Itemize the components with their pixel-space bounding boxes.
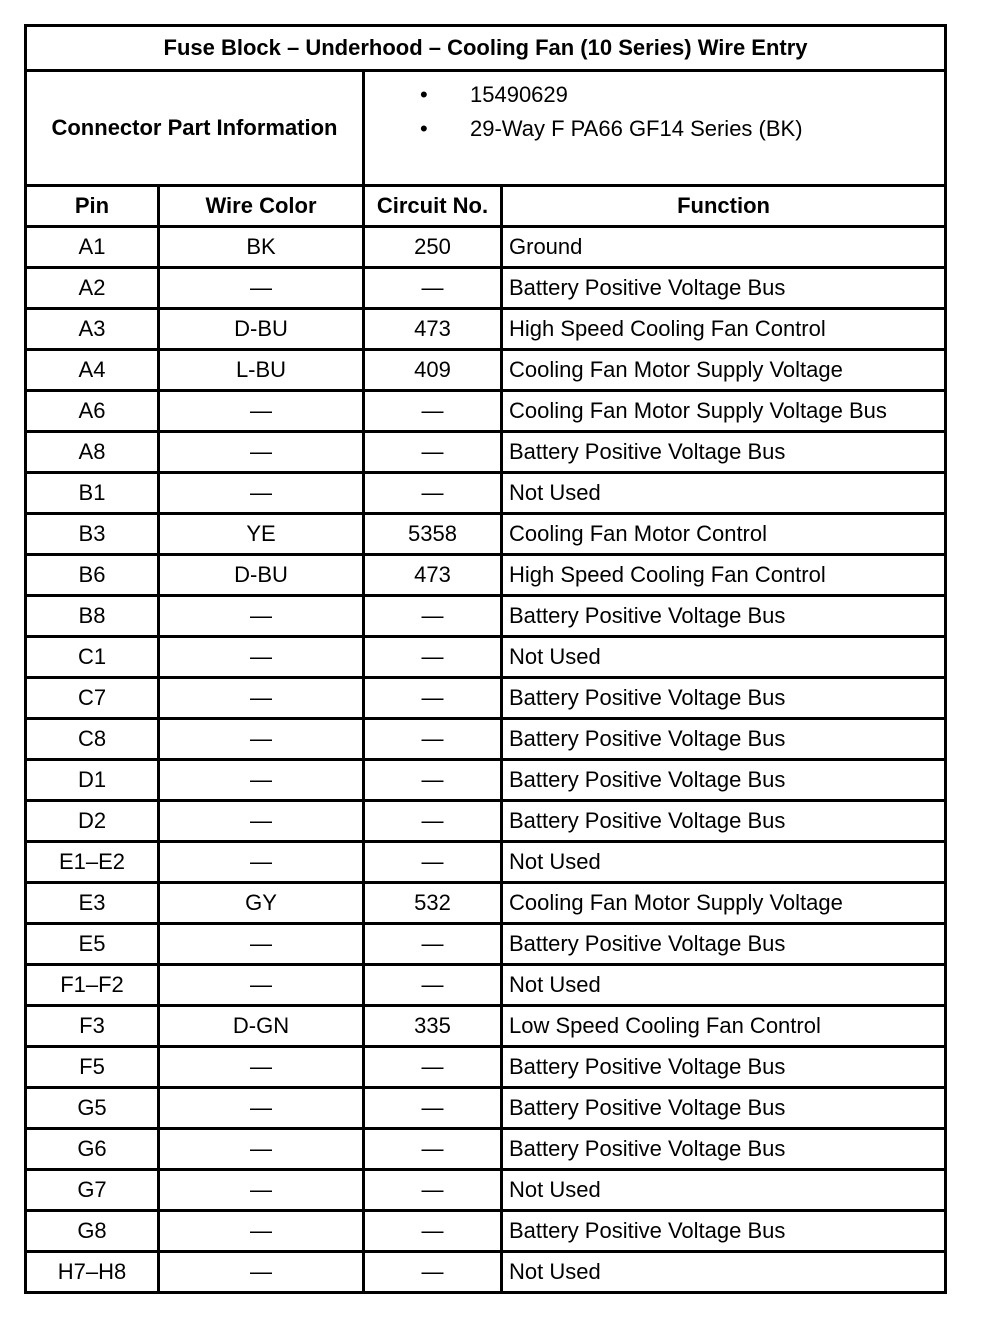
table-row <box>26 391 946 432</box>
pin-cell: F3 <box>26 1006 159 1047</box>
pin-cell: F5 <box>26 1047 159 1088</box>
function-cell: Battery Positive Voltage Bus <box>502 1211 946 1252</box>
bullet-icon: • <box>420 82 428 107</box>
connector-item-text: 29-Way F PA66 GF14 Series (BK) <box>470 116 803 141</box>
function-cell: Not Used <box>502 1170 946 1211</box>
column-header-function: Function <box>502 186 946 227</box>
wire-color-cell: L-BU <box>159 350 364 391</box>
connector-item <box>365 78 944 112</box>
table-row <box>26 432 946 473</box>
pin-cell: E5 <box>26 924 159 965</box>
circuit-cell: — <box>364 1211 502 1252</box>
circuit-cell: — <box>364 1252 502 1293</box>
connector-label: Connector Part Information <box>26 71 364 186</box>
pin-cell: C8 <box>26 719 159 760</box>
function-cell: Battery Positive Voltage Bus <box>502 1129 946 1170</box>
function-cell: Battery Positive Voltage Bus <box>502 432 946 473</box>
table-row <box>26 1211 946 1252</box>
column-header-circuit: Circuit No. <box>364 186 502 227</box>
function-cell: Battery Positive Voltage Bus <box>502 596 946 637</box>
circuit-cell: — <box>364 760 502 801</box>
connector-info <box>364 71 946 186</box>
function-cell: Ground <box>502 227 946 268</box>
circuit-cell: — <box>364 432 502 473</box>
function-cell: Battery Positive Voltage Bus <box>502 678 946 719</box>
pin-cell: F1–F2 <box>26 965 159 1006</box>
pin-cell: A6 <box>26 391 159 432</box>
wire-color-cell: — <box>159 801 364 842</box>
circuit-cell: — <box>364 1047 502 1088</box>
pin-cell: C7 <box>26 678 159 719</box>
table-row <box>26 883 946 924</box>
wire-color-cell: D-BU <box>159 309 364 350</box>
function-cell: Not Used <box>502 473 946 514</box>
pin-cell: D2 <box>26 801 159 842</box>
wire-color-cell: — <box>159 678 364 719</box>
circuit-cell: — <box>364 596 502 637</box>
wire-color-cell: — <box>159 965 364 1006</box>
wire-color-cell: — <box>159 432 364 473</box>
circuit-cell: 532 <box>364 883 502 924</box>
wire-color-cell: GY <box>159 883 364 924</box>
column-header-pin: Pin <box>26 186 159 227</box>
circuit-cell: — <box>364 801 502 842</box>
table-row <box>26 678 946 719</box>
wire-color-cell: D-GN <box>159 1006 364 1047</box>
wire-color-cell: — <box>159 596 364 637</box>
function-cell: Battery Positive Voltage Bus <box>502 801 946 842</box>
pin-cell: A2 <box>26 268 159 309</box>
pin-cell: A4 <box>26 350 159 391</box>
pin-cell: G8 <box>26 1211 159 1252</box>
wire-color-cell: BK <box>159 227 364 268</box>
bullet-icon: • <box>420 116 428 141</box>
pin-cell: A3 <box>26 309 159 350</box>
circuit-cell: — <box>364 268 502 309</box>
pin-cell: H7–H8 <box>26 1252 159 1293</box>
function-cell: Cooling Fan Motor Supply Voltage <box>502 350 946 391</box>
pinout-table <box>24 24 947 1294</box>
table-row <box>26 1047 946 1088</box>
wire-color-cell: — <box>159 637 364 678</box>
wire-color-cell: — <box>159 391 364 432</box>
function-cell: High Speed Cooling Fan Control <box>502 555 946 596</box>
wire-color-cell: — <box>159 1252 364 1293</box>
pin-cell: A8 <box>26 432 159 473</box>
table-row <box>26 760 946 801</box>
pin-cell: B6 <box>26 555 159 596</box>
function-cell: Not Used <box>502 842 946 883</box>
table-row <box>26 596 946 637</box>
circuit-cell: — <box>364 637 502 678</box>
pin-cell: E3 <box>26 883 159 924</box>
circuit-cell: — <box>364 678 502 719</box>
table-row <box>26 227 946 268</box>
function-cell: Battery Positive Voltage Bus <box>502 924 946 965</box>
function-cell: Battery Positive Voltage Bus <box>502 760 946 801</box>
table-row <box>26 1129 946 1170</box>
table-row <box>26 924 946 965</box>
table-row <box>26 473 946 514</box>
pin-cell: G7 <box>26 1170 159 1211</box>
wire-color-cell: — <box>159 1170 364 1211</box>
wire-color-cell: YE <box>159 514 364 555</box>
circuit-cell: 335 <box>364 1006 502 1047</box>
table-row <box>26 309 946 350</box>
table-row <box>26 801 946 842</box>
function-cell: Cooling Fan Motor Control <box>502 514 946 555</box>
wire-color-cell: — <box>159 1211 364 1252</box>
table-row <box>26 514 946 555</box>
circuit-cell: — <box>364 842 502 883</box>
function-cell: Not Used <box>502 965 946 1006</box>
wire-color-cell: — <box>159 473 364 514</box>
wire-color-cell: — <box>159 924 364 965</box>
circuit-cell: — <box>364 965 502 1006</box>
circuit-cell: 250 <box>364 227 502 268</box>
wire-color-cell: — <box>159 1129 364 1170</box>
function-cell: High Speed Cooling Fan Control <box>502 309 946 350</box>
table-row <box>26 1006 946 1047</box>
connector-item-text: 15490629 <box>470 82 568 107</box>
circuit-cell: — <box>364 719 502 760</box>
function-cell: Not Used <box>502 1252 946 1293</box>
circuit-cell: — <box>364 924 502 965</box>
connector-item <box>365 112 944 146</box>
wire-color-cell: — <box>159 842 364 883</box>
table-row <box>26 637 946 678</box>
function-cell: Cooling Fan Motor Supply Voltage <box>502 883 946 924</box>
pin-cell: B8 <box>26 596 159 637</box>
circuit-cell: 5358 <box>364 514 502 555</box>
wire-color-cell: — <box>159 1088 364 1129</box>
function-cell: Not Used <box>502 637 946 678</box>
wire-color-cell: — <box>159 268 364 309</box>
table-row <box>26 842 946 883</box>
function-cell: Battery Positive Voltage Bus <box>502 1047 946 1088</box>
pin-cell: C1 <box>26 637 159 678</box>
wire-color-cell: — <box>159 760 364 801</box>
table-row <box>26 719 946 760</box>
column-header-wire-color: Wire Color <box>159 186 364 227</box>
circuit-cell: 409 <box>364 350 502 391</box>
function-cell: Battery Positive Voltage Bus <box>502 1088 946 1129</box>
circuit-cell: 473 <box>364 555 502 596</box>
table-row <box>26 350 946 391</box>
table-row <box>26 1170 946 1211</box>
table-row <box>26 965 946 1006</box>
wire-color-cell: — <box>159 1047 364 1088</box>
wire-color-cell: D-BU <box>159 555 364 596</box>
pin-cell: D1 <box>26 760 159 801</box>
circuit-cell: — <box>364 473 502 514</box>
table-row <box>26 1088 946 1129</box>
pin-cell: B1 <box>26 473 159 514</box>
pin-cell: B3 <box>26 514 159 555</box>
circuit-cell: 473 <box>364 309 502 350</box>
pin-cell: E1–E2 <box>26 842 159 883</box>
table-row <box>26 268 946 309</box>
wire-color-cell: — <box>159 719 364 760</box>
table-row <box>26 1252 946 1293</box>
circuit-cell: — <box>364 1170 502 1211</box>
circuit-cell: — <box>364 1129 502 1170</box>
table-row <box>26 555 946 596</box>
column-header-row <box>26 186 946 227</box>
pin-cell: G5 <box>26 1088 159 1129</box>
circuit-cell: — <box>364 1088 502 1129</box>
function-cell: Low Speed Cooling Fan Control <box>502 1006 946 1047</box>
function-cell: Battery Positive Voltage Bus <box>502 268 946 309</box>
table-title: Fuse Block – Underhood – Cooling Fan (10 Series) Wire Entry <box>26 26 946 71</box>
pin-cell: G6 <box>26 1129 159 1170</box>
pin-cell: A1 <box>26 227 159 268</box>
circuit-cell: — <box>364 391 502 432</box>
function-cell: Cooling Fan Motor Supply Voltage Bus <box>502 391 946 432</box>
function-cell: Battery Positive Voltage Bus <box>502 719 946 760</box>
